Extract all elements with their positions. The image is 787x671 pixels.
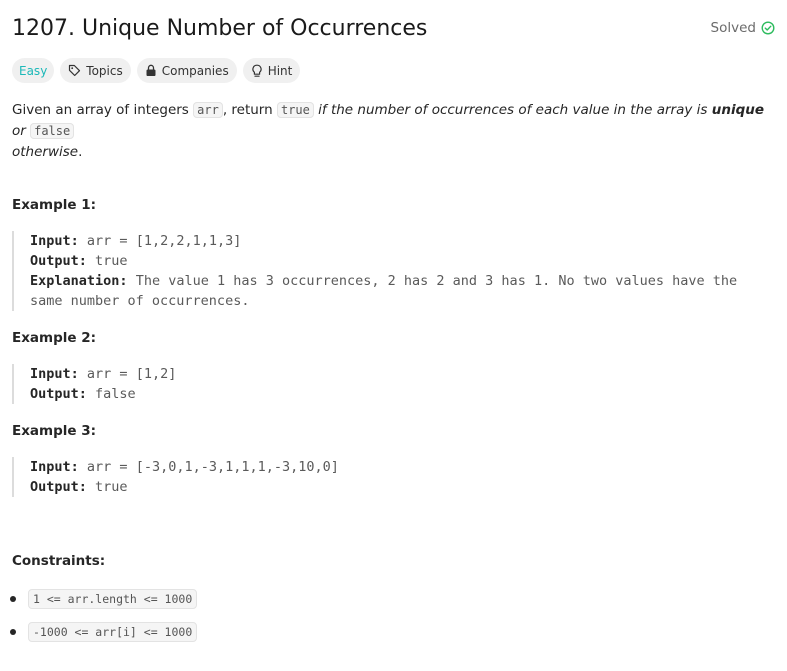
desc-text: Given an array of integers bbox=[12, 102, 194, 118]
example-1-explanation bbox=[30, 271, 772, 311]
constraints-title: Constraints: bbox=[12, 553, 106, 569]
topics-button[interactable] bbox=[60, 58, 130, 83]
solved-status bbox=[711, 19, 775, 37]
hint-label: Hint bbox=[267, 63, 293, 78]
explanation-value: The value 1 has 3 occurrences, 2 has 2 and 3 has 1. No two values have the same number of occurrences. bbox=[30, 273, 738, 309]
hint-button[interactable] bbox=[243, 58, 301, 83]
output-value: false bbox=[95, 386, 136, 402]
constraint-code: -1000 <= arr[i] <= 1000 bbox=[28, 622, 197, 642]
example-2-title: Example 2: bbox=[12, 330, 97, 346]
desc-text-otherwise: otherwise bbox=[12, 144, 79, 160]
example-1-block bbox=[12, 231, 772, 311]
example-3-input bbox=[30, 457, 772, 477]
example-2-output bbox=[30, 384, 772, 404]
tag-icon bbox=[68, 64, 81, 77]
output-label: Output: bbox=[30, 479, 87, 495]
constraints-list bbox=[12, 588, 197, 654]
difficulty-label: Easy bbox=[19, 63, 48, 78]
topics-label: Topics bbox=[86, 63, 123, 78]
input-value: arr = [1,2] bbox=[86, 366, 177, 382]
lock-icon bbox=[145, 64, 157, 77]
input-label: Input: bbox=[30, 233, 79, 249]
example-2-block bbox=[12, 364, 772, 404]
example-1-input bbox=[30, 231, 772, 251]
example-2-input bbox=[30, 364, 772, 384]
constraint-item bbox=[12, 621, 197, 643]
explanation-label: Explanation: bbox=[30, 273, 128, 289]
example-3-block bbox=[12, 457, 772, 497]
problem-title[interactable]: 1207. Unique Number of Occurrences bbox=[12, 16, 428, 41]
output-value: true bbox=[95, 253, 128, 269]
constraint-code: 1 <= arr.length <= 1000 bbox=[28, 589, 197, 609]
constraint-item bbox=[12, 588, 197, 610]
problem-statement bbox=[12, 100, 772, 163]
example-3-output bbox=[30, 477, 772, 497]
check-circle-icon bbox=[761, 21, 775, 35]
difficulty-badge[interactable] bbox=[12, 58, 54, 83]
code-arr: arr bbox=[193, 102, 223, 118]
desc-text: . bbox=[78, 144, 83, 160]
code-true: true bbox=[277, 102, 314, 118]
title-row bbox=[12, 14, 775, 46]
input-value: arr = [-3,0,1,-3,1,1,1,-3,10,0] bbox=[86, 459, 339, 475]
output-value: true bbox=[95, 479, 128, 495]
desc-text: , return bbox=[222, 102, 277, 118]
output-label: Output: bbox=[30, 253, 87, 269]
desc-text: if the number of occurrences of each value in the array is bbox=[313, 102, 712, 118]
input-label: Input: bbox=[30, 366, 79, 382]
companies-button[interactable] bbox=[137, 58, 237, 83]
companies-label: Companies bbox=[161, 63, 229, 78]
example-3-title: Example 3: bbox=[12, 423, 97, 439]
code-false: false bbox=[30, 123, 74, 139]
lightbulb-icon bbox=[251, 64, 263, 78]
tag-bar bbox=[12, 58, 300, 83]
example-1-title: Example 1: bbox=[12, 197, 97, 213]
output-label: Output: bbox=[30, 386, 87, 402]
example-1-output bbox=[30, 251, 772, 271]
desc-strong-unique: unique bbox=[711, 102, 765, 118]
input-label: Input: bbox=[30, 459, 79, 475]
solved-label: Solved bbox=[710, 20, 756, 36]
input-value: arr = [1,2,2,1,1,3] bbox=[86, 233, 242, 249]
desc-text: or bbox=[12, 123, 31, 139]
